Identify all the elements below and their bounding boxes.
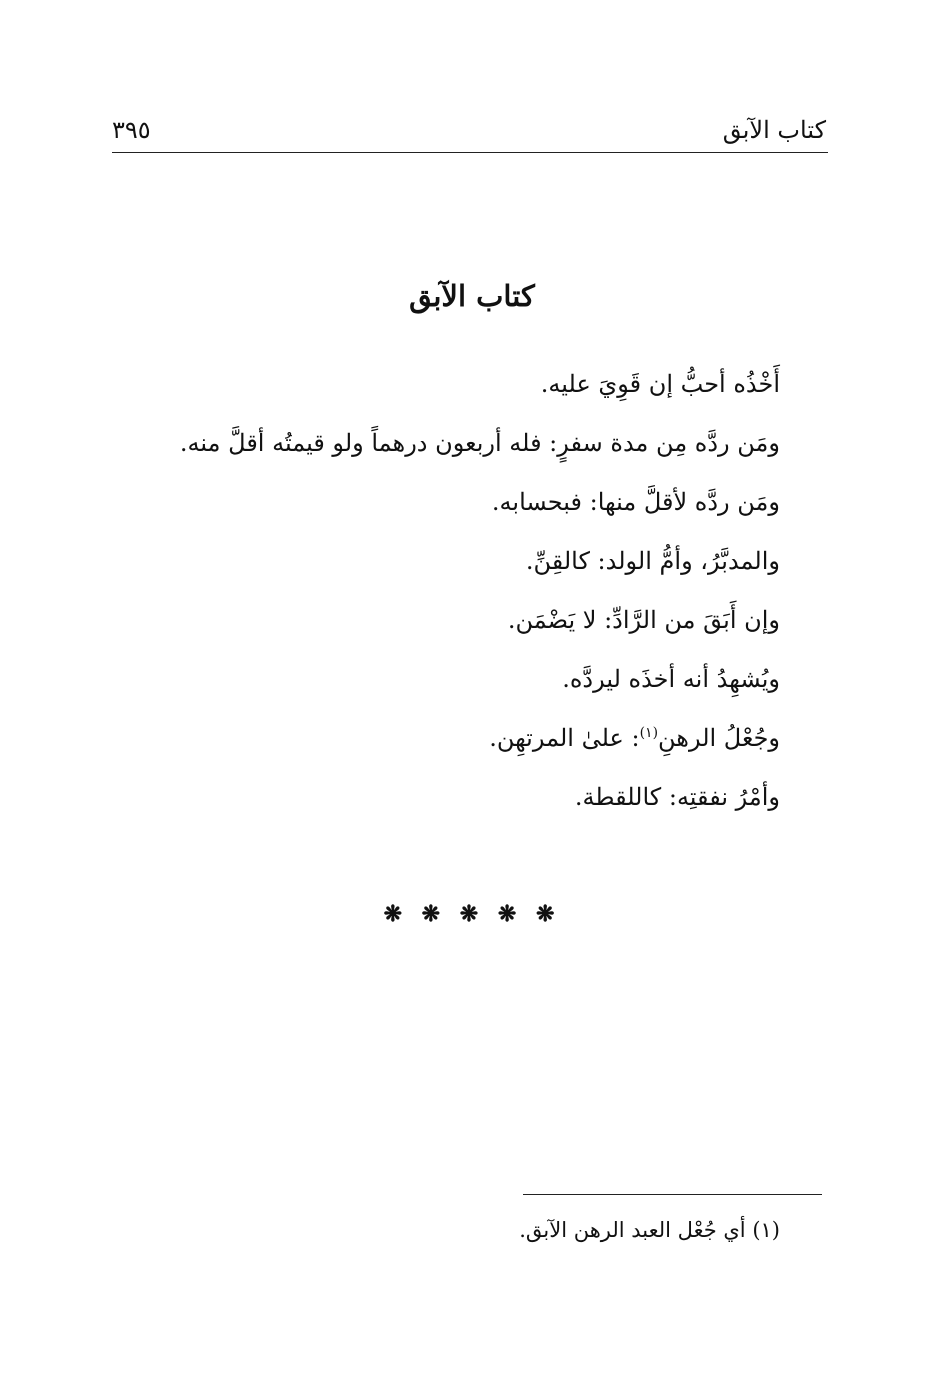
running-header (112, 112, 828, 153)
running-title: كتاب الآبق (722, 116, 826, 144)
body-line: وأمْرُ نفقتِه: كاللقطة. (574, 783, 780, 811)
page-number: ٣٩٥ (112, 116, 151, 144)
footnote-rule (523, 1194, 822, 1195)
body-text (180, 358, 780, 830)
body-line-text: : علىٰ المرتهِن. (489, 724, 640, 752)
body-line: ومَن ردَّه مِن مدة سفرٍ: فله أربعون درهماً ولو قيمتُه أقلَّ منه. (179, 429, 780, 457)
footnote-reference: (١) (639, 725, 659, 741)
body-line: وإن أَبَقَ من الرَّادِّ: لا يَضْمَن. (507, 606, 780, 634)
footnote: (١) أي جُعْل العبد الرهن الآبق. (519, 1218, 780, 1242)
chapter-title: كتاب الآبق (409, 279, 535, 313)
body-line: ويُشهِدُ أنه أخذَه ليردَّه. (562, 665, 780, 693)
body-line-with-footnote-ref (180, 712, 780, 771)
body-line-text: وجُعْلُ الرهنِ (658, 724, 780, 752)
body-line: ومَن ردَّه لأقلَّ منها: فبحسابه. (491, 488, 780, 516)
section-separator: ❋ ❋ ❋ ❋ ❋ (383, 901, 561, 927)
body-line: والمدبَّرُ، وأمُّ الولد: كالقِنِّ. (525, 547, 780, 575)
body-line: أَخْذُه أحبُّ إن قَوِيَ عليه. (540, 370, 780, 398)
